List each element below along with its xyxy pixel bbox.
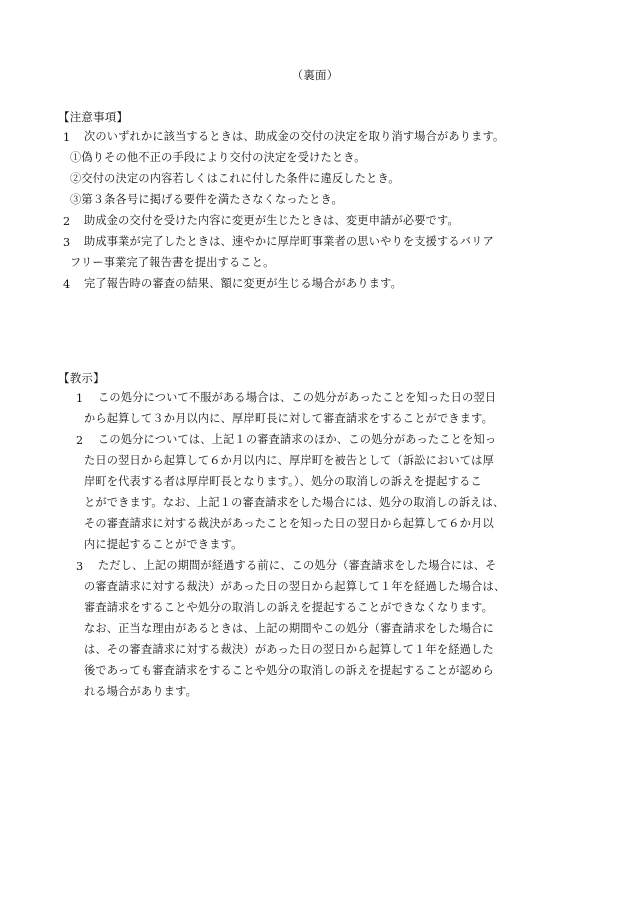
instruction-item-2-line-5: その審査請求に対する裁決があったことを知った日の翌日から起算して６か月以	[84, 517, 494, 530]
notes-subitem-3-text: ③第３条各号に掲げる要件を満たさなくなったとき。	[70, 193, 343, 206]
notes-item-3-text-line-1: 助成事業が完了したときは、速やかに厚岸町事業者の思いやりを支援するバリア	[84, 235, 494, 248]
instruction-item-3-line-4: なお、正当な理由があるときは、上記の期間やこの処分（審査請求をした場合に	[84, 622, 494, 635]
instruction-item-3-line-1: ただし、上記の期間が経過する前に、この処分（審査請求をした場合には、そ	[98, 559, 497, 572]
instruction-item-3-line-2: の審査請求に対する裁決）があった日の翌日から起算して１年を経過した場合は、	[84, 580, 506, 593]
notes-item-1-text: 次のいずれかに該当するときは、助成金の交付の決定を取り消す場合があります。	[84, 130, 505, 143]
instruction-heading: 【教示】	[58, 371, 105, 385]
instruction-item-2-line-4: とができます。なお、上記１の審査請求をした場合には、処分の取消しの訴えは、	[84, 496, 505, 509]
notes-item-2-number: 2	[63, 215, 71, 228]
instruction-item-3-line-3: 審査請求をすることや処分の取消しの訴えを提起することができなくなります。	[84, 601, 494, 614]
instruction-item-2-number: 2	[76, 434, 84, 447]
page-title: （裏面）	[291, 68, 339, 82]
instruction-item-2-line-3: 岸町を代表する者は厚岸町長となります。）、処分の取消しの訴えを提起するこ	[84, 475, 482, 488]
notes-item-1-number: 1	[63, 131, 71, 144]
notes-subitem-1-text: ①偽りその他不正の手段により交付の決定を受けたとき。	[70, 151, 366, 164]
notes-item-2-text: 助成金の交付を受けた内容に変更が生じたときは、変更申請が必要です。	[84, 214, 459, 227]
instruction-item-3-line-6: 後であっても審査請求をすることや処分の取消しの訴えを提起することが認めら	[84, 664, 494, 677]
notes-item-4-text: 完了報告時の審査の結果、額に変更が生じる場合があります。	[84, 277, 402, 290]
instruction-item-2-line-2: た日の翌日から起算して６か月以内に、厚岸町を被告として（訴訟においては厚	[84, 454, 494, 467]
instruction-item-1-number: 1	[76, 392, 84, 405]
instruction-item-3-number: 3	[76, 560, 84, 573]
notes-item-3-text-line-2: フリー事業完了報告書を提出すること。	[70, 256, 275, 269]
notes-item-4-number: 4	[63, 278, 71, 291]
instruction-item-1-line-1: この処分について不服がある場合は、この処分があったことを知った日の翌日	[98, 391, 497, 404]
notes-item-3-number: 3	[63, 236, 71, 249]
instruction-item-3-line-5: は、その審査請求に対する裁決）があった日の翌日から起算して１年を経過した	[84, 643, 494, 656]
instruction-item-3-line-7: れる場合があります。	[84, 685, 197, 698]
instruction-item-2-line-1: この処分については、上記１の審査請求のほか、この処分があったことを知っ	[98, 433, 497, 446]
instruction-item-2-line-6: 内に提起することができます。	[84, 538, 243, 551]
notes-subitem-2-text: ②交付の決定の内容若しくはこれに付した条件に違反したとき。	[70, 172, 400, 185]
instruction-item-1-line-2: から起算して３か月以内に、厚岸町長に対して審査請求をすることができます。	[84, 412, 494, 425]
notes-heading: 【注意事項】	[58, 110, 129, 124]
